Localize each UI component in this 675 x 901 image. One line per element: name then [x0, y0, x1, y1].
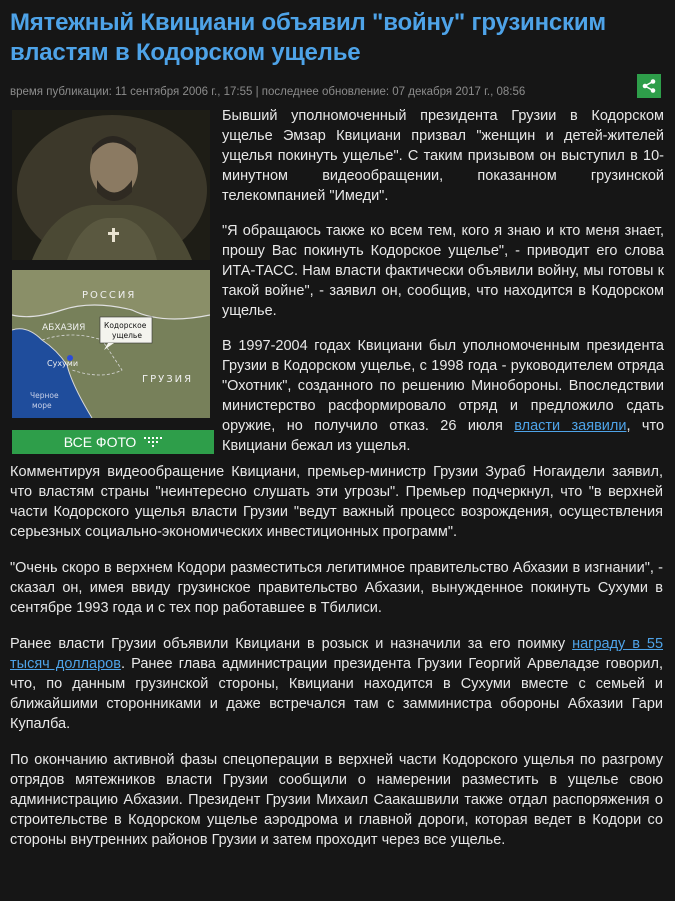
map-label-kodori: Кодорское — [104, 321, 147, 330]
publication-meta: время публикации: 11 сентября 2006 г., 17:55 | последнее обновление: 07 декабря 2017 г., 08:56 — [10, 86, 526, 98]
svg-text:море: море — [32, 401, 52, 410]
paragraph-3: В 1997-2004 годах Квициани был уполномоченным президента Грузии в Кодорском ущелье, с 1998 года - руководителем отряда "Охотник", созданного по решению Минобороны. Впоследствии министерство расформировало отряд и предложило сдать оружие, но получило отказ. 26 июля власти заявили, что Квициани бежал из ущелья. — [222, 338, 665, 454]
article-title: Мятежный Квициани объявил "войну" грузинским властям в Кодорском ущелье — [10, 9, 606, 66]
gallery-grid-icon — [144, 437, 162, 447]
link-authorities-said[interactable]: власти заявили — [514, 418, 627, 434]
all-photos-button[interactable] — [12, 430, 214, 454]
paragraph-5: "Очень скоро в верхнем Кодори разместиться легитимное правительство Абхазии в изгнании", - сказал он, имея ввиду грузинское правительство Абхазии, вынужденное покинуть Сухуми в сентябре 1993 года и с тех пор работавшее в Тбилиси. — [10, 560, 663, 616]
lead-block — [10, 110, 663, 462]
map-label-russia: РОССИЯ — [82, 290, 137, 301]
share-button[interactable] — [637, 74, 661, 98]
map-label-black-sea: Черное — [30, 391, 59, 400]
link-reward[interactable]: награду в 55 тысяч долларов — [10, 636, 664, 672]
paragraph-4: Комментируя видеообращение Квициани, премьер-министр Грузии Зураб Ногаидели заявил, что властям страны "неинтересно слушать эти угрозы". Премьер подчеркнул, что "в верхней части Кодорского ущелья власти Грузии "ведут важный процесс возрождения, осуществления серьезных социально-экономических инвестиционных программ". — [10, 464, 663, 540]
kodori-map[interactable] — [12, 270, 210, 418]
map-label-abkhazia: АБХАЗИЯ — [42, 323, 86, 333]
svg-text:ущелье: ущелье — [112, 331, 142, 340]
map-label-sukhumi: Сухуми — [47, 359, 79, 368]
lead-text-column — [222, 106, 664, 471]
all-photos-label: ВСЕ ФОТО — [63, 434, 137, 450]
paragraph-7: По окончанию активной фазы спецоперации в верхней части Кодорского ущелья по разгрому отрядов мятежников власти Грузии сообщили о намерении разместить в ущелье свою администрацию Абхазии. Президент Грузии Михаил Саакашвили также отдал распоряжения о строительстве в Кодорском ущелье аэродрома и главной дороги, которая ведет в Кодори со стороны внутренних районов Грузии и затем проходит через все ущелье. — [10, 752, 663, 848]
article-body — [10, 462, 663, 850]
map-label-georgia: ГРУЗИЯ — [142, 374, 194, 385]
meta-row — [10, 72, 663, 106]
paragraph-6: Ранее власти Грузии объявили Квициани в розыск и назначили за его поимку награду в 55 тысяч долларов. Ранее глава администрации президента Грузии Георгий Арвеладзе говорил, что, по данным грузинской стороны, Квициани находится в Сухуми вместе с семьей и ближайшими сторонниками и даже встречался там с замминистра обороны Абхазии Гари Купалба. — [10, 636, 664, 732]
kvitsiani-video-still[interactable] — [12, 110, 210, 260]
paragraph-2: "Я обращаюсь также ко всем тем, кого я знаю и кто меня знает, прошу Вас покинуть Кодорское ущелье", - приводит его слова ИТА-ТАСС. Нам власти фактически объявили войну, мы готовы к такой войне", - заявил он, сообщив, что находится в Кодорском ущелье. — [222, 223, 664, 319]
share-icon — [641, 78, 657, 94]
paragraph-1: Бывший уполномоченный президента Грузии в Кодорском ущелье Эмзар Квициани призвал "женщин и детей-жителей ущелья покинуть ущелье". С таким призывом он выступил в 10-минутном видеообращении, показанном грузинской телекомпанией "Имеди". — [222, 108, 664, 204]
